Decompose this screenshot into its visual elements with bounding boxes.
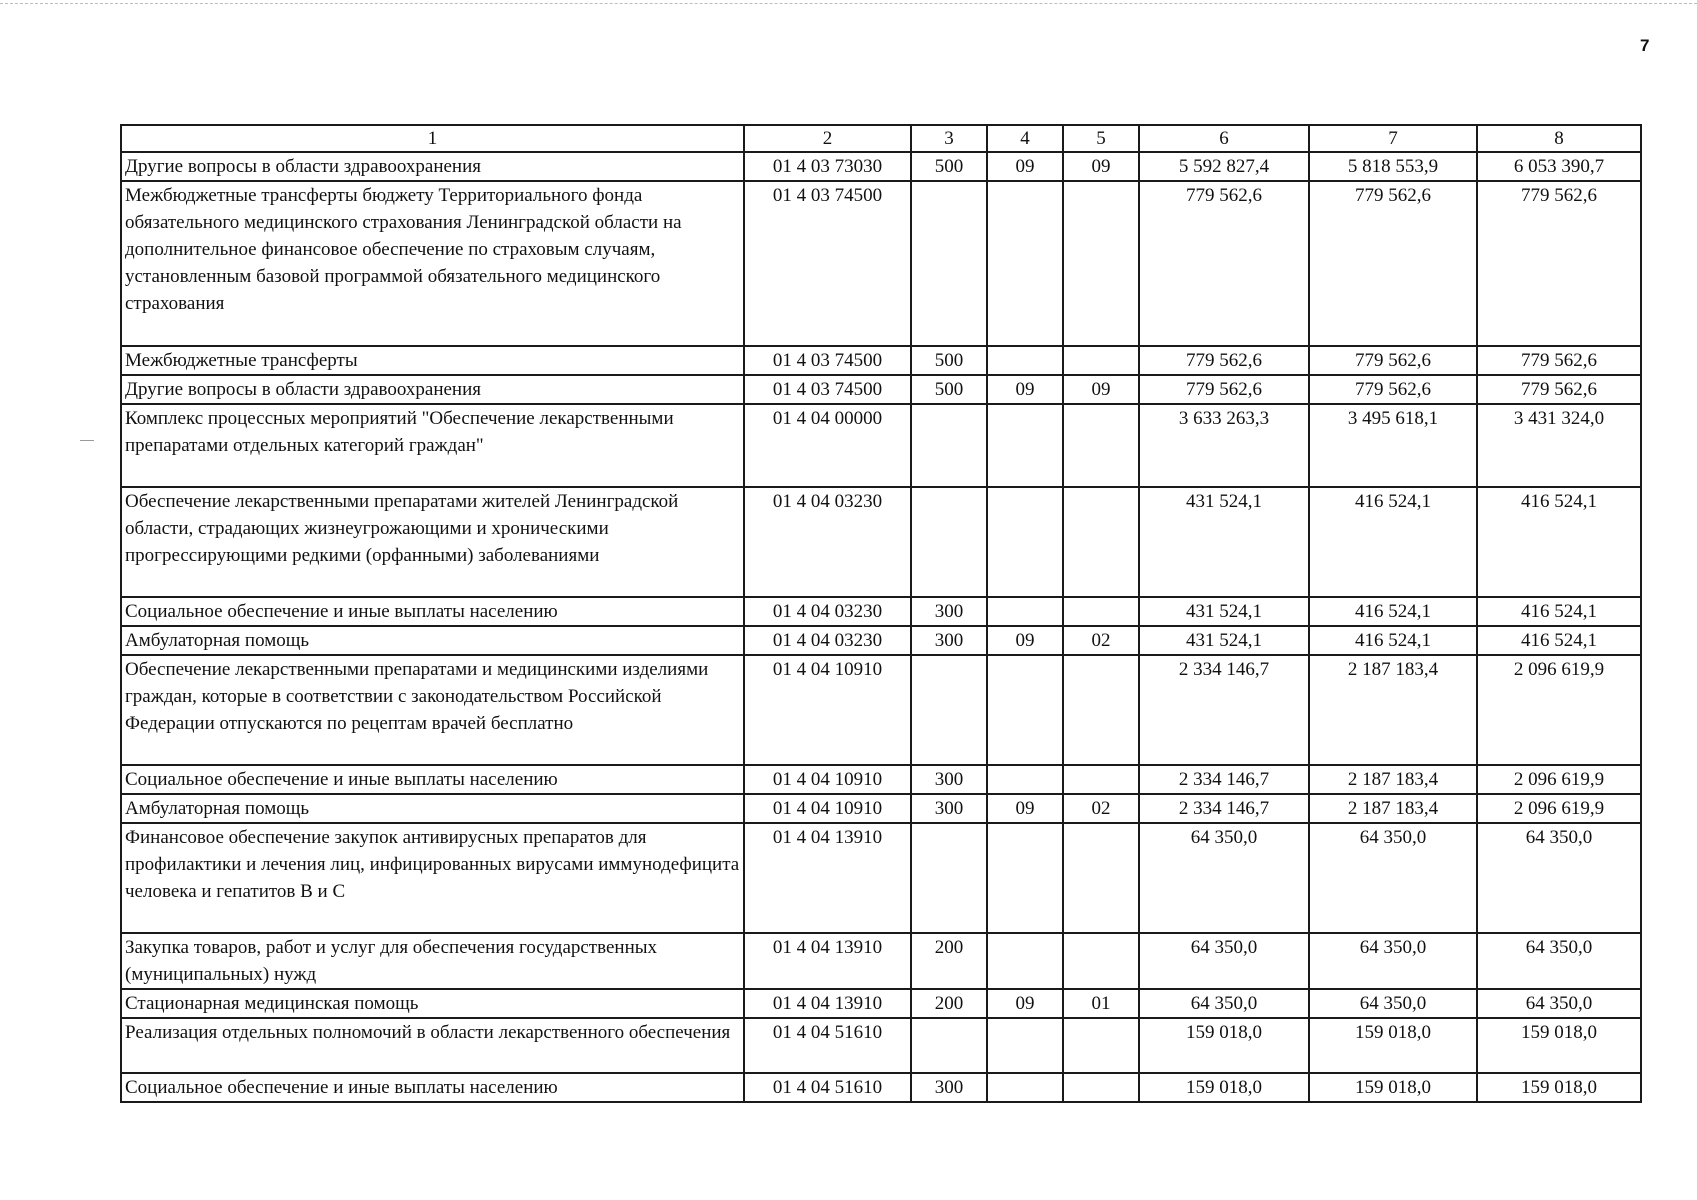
row-name-cell: Обеспечение лекарственными препаратами жителей Ленинградской области, страдающих жизнеугрожающими и хроническими прогрессирующими редкими (орфанными) заболеваниями [121, 487, 744, 597]
row-value8-cell: 779 562,6 [1477, 346, 1641, 375]
row-col5-cell: 02 [1063, 794, 1139, 823]
row-col3-cell: 300 [911, 626, 987, 655]
row-value7-cell: 5 818 553,9 [1309, 152, 1477, 181]
page-number: 7 [1640, 36, 1650, 55]
row-code-cell: 01 4 04 51610 [744, 1018, 911, 1073]
row-value7-cell: 416 524,1 [1309, 597, 1477, 626]
row-name-cell: Социальное обеспечение и иные выплаты населению [121, 765, 744, 794]
row-col3-cell: 500 [911, 152, 987, 181]
row-col5-cell [1063, 765, 1139, 794]
row-col5-cell: 02 [1063, 626, 1139, 655]
row-value6-cell: 64 350,0 [1139, 933, 1309, 989]
table-row [121, 181, 1641, 346]
row-code-cell: 01 4 04 03230 [744, 626, 911, 655]
table-row [121, 765, 1641, 794]
row-code-cell: 01 4 03 74500 [744, 346, 911, 375]
row-value7-cell: 779 562,6 [1309, 346, 1477, 375]
row-code-cell: 01 4 03 74500 [744, 181, 911, 346]
row-col3-cell [911, 655, 987, 765]
row-value6-cell: 3 633 263,3 [1139, 404, 1309, 487]
row-value7-cell: 2 187 183,4 [1309, 794, 1477, 823]
row-col4-cell [987, 597, 1063, 626]
table-row [121, 404, 1641, 487]
row-col4-cell [987, 346, 1063, 375]
row-code-cell: 01 4 03 74500 [744, 375, 911, 404]
row-value8-cell: 64 350,0 [1477, 933, 1641, 989]
row-name-cell: Закупка товаров, работ и услуг для обеспечения государственных (муниципальных) нужд [121, 933, 744, 989]
header-col-2: 2 [744, 125, 911, 152]
row-col5-cell: 09 [1063, 152, 1139, 181]
row-col5-cell [1063, 933, 1139, 989]
row-col5-cell [1063, 655, 1139, 765]
row-value6-cell: 431 524,1 [1139, 626, 1309, 655]
row-value6-cell: 779 562,6 [1139, 346, 1309, 375]
row-name-cell: Обеспечение лекарственными препаратами и медицинскими изделиями граждан, которые в соответствии с законодательством Российской Федерации отпускаются по рецептам врачей бесплатно [121, 655, 744, 765]
row-col5-cell [1063, 1018, 1139, 1073]
row-name-cell: Социальное обеспечение и иные выплаты населению [121, 1073, 744, 1102]
row-col3-cell: 300 [911, 794, 987, 823]
row-value7-cell: 64 350,0 [1309, 823, 1477, 933]
row-col4-cell: 09 [987, 626, 1063, 655]
row-value7-cell: 779 562,6 [1309, 375, 1477, 404]
row-col3-cell [911, 181, 987, 346]
row-col4-cell [987, 1018, 1063, 1073]
row-code-cell: 01 4 04 03230 [744, 487, 911, 597]
row-value6-cell: 2 334 146,7 [1139, 655, 1309, 765]
row-code-cell: 01 4 04 51610 [744, 1073, 911, 1102]
table-row [121, 655, 1641, 765]
table-row [121, 1018, 1641, 1073]
table-row [121, 375, 1641, 404]
table-row [121, 933, 1641, 989]
header-col-4: 4 [987, 125, 1063, 152]
table-row [121, 1073, 1641, 1102]
row-value8-cell: 64 350,0 [1477, 823, 1641, 933]
row-name-cell: Социальное обеспечение и иные выплаты населению [121, 597, 744, 626]
table-body [121, 152, 1641, 1102]
row-name-cell: Межбюджетные трансферты [121, 346, 744, 375]
row-value8-cell: 779 562,6 [1477, 375, 1641, 404]
row-value6-cell: 159 018,0 [1139, 1018, 1309, 1073]
row-code-cell: 01 4 04 13910 [744, 933, 911, 989]
row-value8-cell: 416 524,1 [1477, 487, 1641, 597]
table-row [121, 794, 1641, 823]
row-col5-cell [1063, 597, 1139, 626]
row-col5-cell: 01 [1063, 989, 1139, 1018]
table-row [121, 823, 1641, 933]
row-value7-cell: 779 562,6 [1309, 181, 1477, 346]
row-value6-cell: 779 562,6 [1139, 375, 1309, 404]
row-value8-cell: 416 524,1 [1477, 626, 1641, 655]
header-row [121, 125, 1641, 152]
row-value8-cell: 416 524,1 [1477, 597, 1641, 626]
row-col5-cell: 09 [1063, 375, 1139, 404]
row-value8-cell: 159 018,0 [1477, 1018, 1641, 1073]
table-row [121, 626, 1641, 655]
row-value8-cell: 3 431 324,0 [1477, 404, 1641, 487]
row-code-cell: 01 4 04 10910 [744, 655, 911, 765]
row-col4-cell: 09 [987, 989, 1063, 1018]
row-col5-cell [1063, 487, 1139, 597]
row-col4-cell: 09 [987, 152, 1063, 181]
row-col5-cell [1063, 346, 1139, 375]
row-col4-cell [987, 487, 1063, 597]
row-col4-cell [987, 655, 1063, 765]
row-col3-cell: 300 [911, 765, 987, 794]
header-col-5: 5 [1063, 125, 1139, 152]
table-row [121, 152, 1641, 181]
row-col3-cell: 300 [911, 1073, 987, 1102]
row-name-cell: Амбулаторная помощь [121, 626, 744, 655]
row-name-cell: Амбулаторная помощь [121, 794, 744, 823]
row-col3-cell [911, 404, 987, 487]
row-code-cell: 01 4 04 10910 [744, 765, 911, 794]
scan-edge-line [0, 3, 1697, 4]
row-name-cell: Межбюджетные трансферты бюджету Территориального фонда обязательного медицинского страхования Ленинградской области на дополнительное финансовое обеспечение по страховым случаям, установленным базовой программой обязательного медицинского страхования [121, 181, 744, 346]
row-value7-cell: 159 018,0 [1309, 1018, 1477, 1073]
row-col3-cell: 200 [911, 989, 987, 1018]
row-value6-cell: 779 562,6 [1139, 181, 1309, 346]
row-value8-cell: 6 053 390,7 [1477, 152, 1641, 181]
row-value8-cell: 2 096 619,9 [1477, 655, 1641, 765]
table-row [121, 487, 1641, 597]
row-value6-cell: 2 334 146,7 [1139, 765, 1309, 794]
row-name-cell: Финансовое обеспечение закупок антивирусных препаратов для профилактики и лечения лиц, инфицированных вирусами иммунодефицита человека и гепатитов В и С [121, 823, 744, 933]
row-value7-cell: 416 524,1 [1309, 487, 1477, 597]
row-name-cell: Стационарная медицинская помощь [121, 989, 744, 1018]
budget-table [120, 124, 1642, 1103]
header-col-7: 7 [1309, 125, 1477, 152]
row-col5-cell [1063, 823, 1139, 933]
row-col5-cell [1063, 1073, 1139, 1102]
table-row [121, 989, 1641, 1018]
row-value7-cell: 159 018,0 [1309, 1073, 1477, 1102]
row-code-cell: 01 4 04 13910 [744, 823, 911, 933]
row-name-cell: Другие вопросы в области здравоохранения [121, 375, 744, 404]
row-col3-cell [911, 487, 987, 597]
table-header [121, 125, 1641, 152]
row-value7-cell: 2 187 183,4 [1309, 655, 1477, 765]
row-col3-cell: 500 [911, 375, 987, 404]
row-col5-cell [1063, 181, 1139, 346]
row-col3-cell [911, 1018, 987, 1073]
row-value8-cell: 64 350,0 [1477, 989, 1641, 1018]
row-value8-cell: 779 562,6 [1477, 181, 1641, 346]
header-col-8: 8 [1477, 125, 1641, 152]
row-value6-cell: 431 524,1 [1139, 597, 1309, 626]
row-col4-cell [987, 181, 1063, 346]
row-value8-cell: 2 096 619,9 [1477, 794, 1641, 823]
row-value8-cell: 159 018,0 [1477, 1073, 1641, 1102]
row-code-cell: 01 4 04 10910 [744, 794, 911, 823]
row-col4-cell [987, 933, 1063, 989]
row-value7-cell: 3 495 618,1 [1309, 404, 1477, 487]
row-col4-cell [987, 823, 1063, 933]
row-value6-cell: 5 592 827,4 [1139, 152, 1309, 181]
row-code-cell: 01 4 03 73030 [744, 152, 911, 181]
row-code-cell: 01 4 04 13910 [744, 989, 911, 1018]
header-col-6: 6 [1139, 125, 1309, 152]
row-col3-cell: 300 [911, 597, 987, 626]
row-name-cell: Комплекс процессных мероприятий "Обеспечение лекарственными препаратами отдельных категорий граждан" [121, 404, 744, 487]
row-value8-cell: 2 096 619,9 [1477, 765, 1641, 794]
row-col4-cell [987, 404, 1063, 487]
header-col-1: 1 [121, 125, 744, 152]
row-col3-cell: 500 [911, 346, 987, 375]
row-col5-cell [1063, 404, 1139, 487]
row-value7-cell: 64 350,0 [1309, 989, 1477, 1018]
row-code-cell: 01 4 04 00000 [744, 404, 911, 487]
table-row [121, 346, 1641, 375]
header-col-3: 3 [911, 125, 987, 152]
row-value7-cell: 416 524,1 [1309, 626, 1477, 655]
row-col4-cell: 09 [987, 794, 1063, 823]
row-name-cell: Другие вопросы в области здравоохранения [121, 152, 744, 181]
row-value7-cell: 2 187 183,4 [1309, 765, 1477, 794]
row-name-cell: Реализация отдельных полномочий в области лекарственного обеспечения [121, 1018, 744, 1073]
table-row [121, 597, 1641, 626]
row-col4-cell [987, 1073, 1063, 1102]
row-value7-cell: 64 350,0 [1309, 933, 1477, 989]
row-col4-cell [987, 765, 1063, 794]
row-value6-cell: 2 334 146,7 [1139, 794, 1309, 823]
scan-margin-mark [80, 440, 94, 441]
row-col4-cell: 09 [987, 375, 1063, 404]
row-value6-cell: 64 350,0 [1139, 989, 1309, 1018]
row-col3-cell [911, 823, 987, 933]
row-code-cell: 01 4 04 03230 [744, 597, 911, 626]
row-value6-cell: 159 018,0 [1139, 1073, 1309, 1102]
row-col3-cell: 200 [911, 933, 987, 989]
row-value6-cell: 431 524,1 [1139, 487, 1309, 597]
row-value6-cell: 64 350,0 [1139, 823, 1309, 933]
